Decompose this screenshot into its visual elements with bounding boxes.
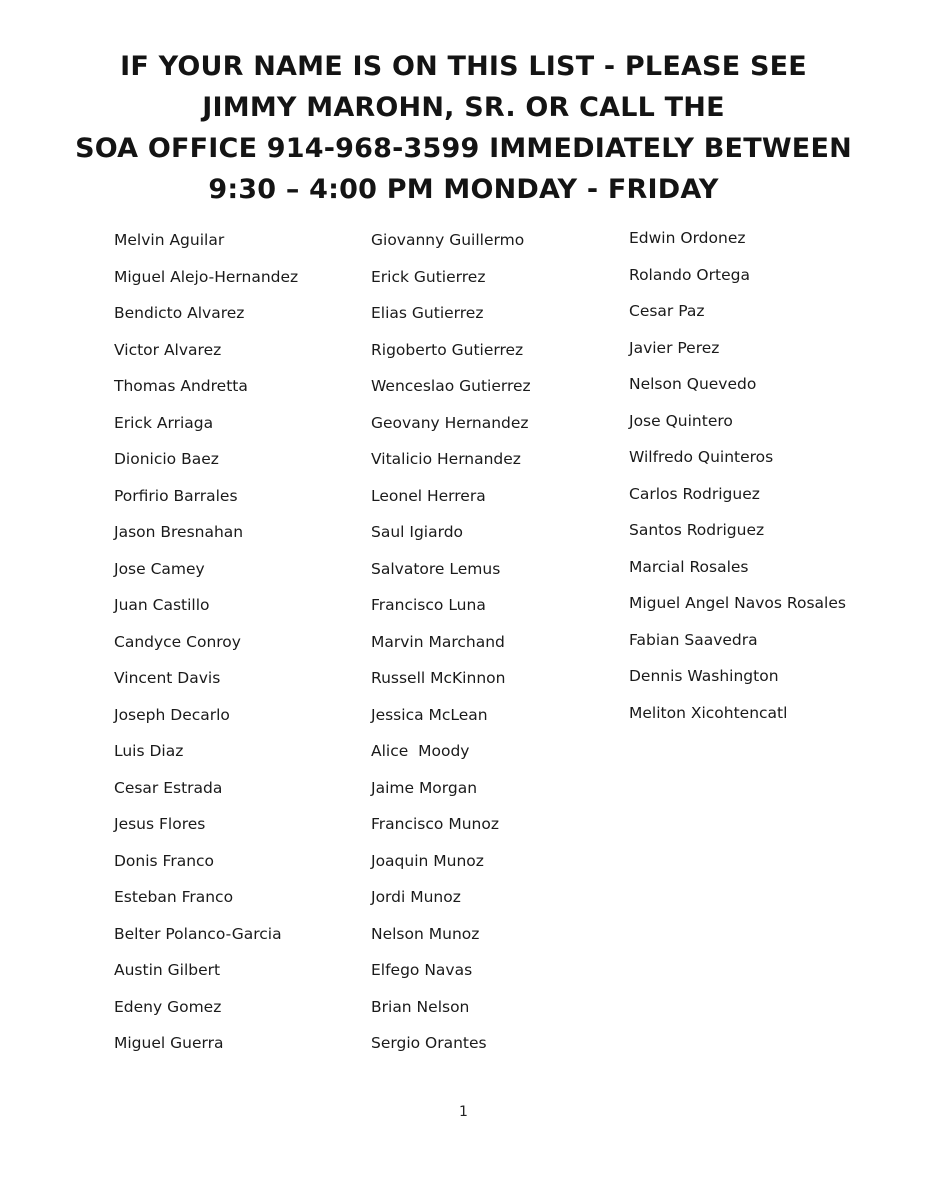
list-item: Jordi Munoz [371,888,461,906]
list-item: Joseph Decarlo [114,705,230,724]
list-item: Austin Gilbert [114,961,221,979]
list-item: Wenceslao Gutierrez [371,377,531,395]
list-item: Elfego Navas [371,961,473,979]
list-item: Marcial Rosales [629,557,749,576]
notice-heading [0,46,927,210]
heading-line: IF YOUR NAME IS ON THIS LIST - PLEASE SEE [120,51,807,82]
list-item: Miguel Angel Navos Rosales [629,594,846,612]
list-item: Jaime Morgan [371,778,478,797]
list-item: Victor Alvarez [114,340,222,359]
name-column-1 [114,230,298,1070]
list-item: Rigoberto Gutierrez [371,340,524,359]
list-item: Belter Polanco-Garcia [114,924,282,943]
list-item: Rolando Ortega [629,265,750,284]
list-item: Brian Nelson [371,997,470,1016]
list-item: Vitalicio Hernandez [371,450,521,468]
list-item: Nelson Quevedo [629,375,757,393]
list-item: Porfirio Barrales [114,486,238,505]
list-item: Vincent Davis [114,669,221,687]
list-item: Candyce Conroy [114,632,241,651]
list-item: Fabian Saavedra [629,630,758,649]
list-item: Wilfredo Quinteros [629,448,774,466]
list-item: Jessica McLean [371,705,488,724]
list-item: Leonel Herrera [371,486,486,505]
page-number: 1 [459,1104,468,1120]
list-item: Esteban Franco [114,888,234,906]
heading-line: SOA OFFICE 914-968-3599 IMMEDIATELY BETWEEN [75,133,852,164]
list-item: Miguel Alejo-Hernandez [114,267,299,286]
name-column-3 [629,228,846,739]
list-item: Geovany Hernandez [371,413,529,432]
list-item: Thomas Andretta [114,377,248,395]
list-item: Russell McKinnon [371,669,506,687]
list-item: Elias Gutierrez [371,304,484,322]
list-item: Javier Perez [629,338,720,357]
list-item: Juan Castillo [114,596,210,614]
list-item: Miguel Guerra [114,1034,224,1052]
list-item: Luis Diaz [114,742,184,760]
list-item: Sergio Orantes [371,1034,487,1052]
list-item: Santos Rodriguez [629,521,765,539]
list-item: Edwin Ordonez [629,229,746,247]
list-item: Jose Quintero [629,411,733,430]
list-item: Salvatore Lemus [371,559,501,578]
list-item: Joaquin Munoz [371,851,484,870]
list-item: Erick Arriaga [114,413,214,432]
list-item: Bendicto Alvarez [114,304,245,322]
list-item: Francisco Luna [371,596,486,614]
list-item: Marvin Marchand [371,632,505,651]
list-item: Cesar Estrada [114,778,223,797]
list-item: Nelson Munoz [371,924,480,943]
heading-line: JIMMY MAROHN, SR. OR CALL THE [202,92,725,123]
list-item: Meliton Xicohtencatl [629,703,788,722]
name-column-2 [371,230,531,1070]
list-item: Saul Igiardo [371,523,464,541]
list-item: Alice Moody [371,742,470,760]
list-item: Erick Gutierrez [371,267,486,286]
list-item: Dennis Washington [629,667,779,685]
list-item: Melvin Aguilar [114,231,225,249]
list-item: Donis Franco [114,851,215,870]
list-item: Carlos Rodriguez [629,484,760,503]
list-item: Giovanny Guillermo [371,231,525,249]
list-item: Dionicio Baez [114,450,219,468]
list-item: Jose Camey [114,559,205,578]
list-item: Jesus Flores [114,815,206,833]
heading-line: 9:30 – 4:00 PM MONDAY - FRIDAY [208,174,719,205]
list-item: Francisco Munoz [371,815,499,833]
list-item: Edeny Gomez [114,997,222,1016]
list-item: Cesar Paz [629,302,705,320]
list-item: Jason Bresnahan [114,523,244,541]
